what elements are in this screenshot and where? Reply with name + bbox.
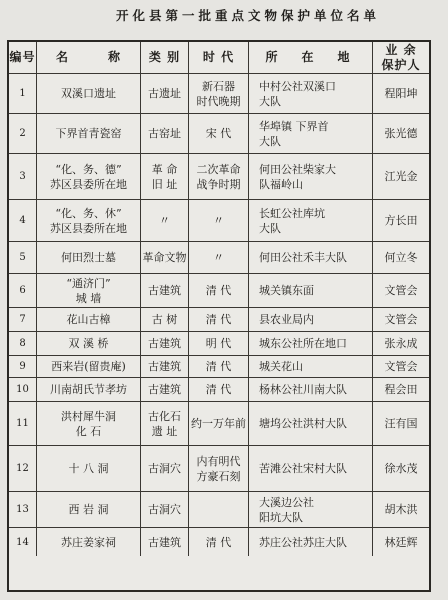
cell-number: 6 (9, 274, 37, 307)
cell-type: 古遗址 (141, 74, 189, 113)
heritage-table (7, 40, 431, 592)
cell-era: 〃 (189, 242, 249, 273)
cell-keeper: 徐水茂 (384, 462, 418, 475)
header-location: 所 在 地 (249, 42, 373, 73)
cell-era: 二次革命 战争时期 (189, 154, 249, 199)
cell-number: 8 (9, 332, 37, 355)
header-era: 时 代 (189, 42, 249, 73)
cell-type: 〃 (141, 200, 189, 241)
cell-era: 约一万年前 (189, 402, 249, 445)
cell-type: 革命文物 (141, 242, 189, 273)
cell-type: 古洞穴 (141, 446, 189, 491)
cell-name: 川南胡氏节孝坊 (37, 378, 141, 401)
table-row (9, 242, 429, 274)
cell-name: 双 溪 桥 (37, 332, 141, 355)
table-row (9, 308, 429, 332)
cell-number: 11 (9, 402, 37, 445)
cell-type: 古洞穴 (141, 492, 189, 527)
cell-name: 苏庄姜家祠 (37, 528, 141, 556)
cell-location: 华埠镇 下界首 大队 (249, 114, 373, 153)
table-row (9, 200, 429, 242)
cell-name: 花山古樟 (37, 308, 141, 331)
cell-keeper: 文管会 (384, 284, 418, 297)
cell-keeper: 汪有国 (384, 417, 418, 430)
table-row (9, 74, 429, 114)
cell-location: 城东公社所在地口 (249, 332, 373, 355)
cell-location: 何田公社柴家大 队福岭山 (249, 154, 373, 199)
table-row (9, 492, 429, 528)
table-row (9, 378, 429, 402)
cell-number: 10 (9, 378, 37, 401)
cell-number: 2 (9, 114, 37, 153)
cell-era: 清 代 (189, 274, 249, 307)
cell-type: 古建筑 (141, 332, 189, 355)
table-row (9, 274, 429, 308)
cell-keeper: 程会田 (384, 383, 418, 396)
cell-era: 清 代 (189, 356, 249, 377)
document-title: 开化县第一批重点文物保护单位名单 (115, 8, 380, 23)
header-keeper: 业 余 保护人 (381, 42, 421, 72)
cell-era: 明 代 (189, 332, 249, 355)
cell-type: 古化石 遗 址 (141, 402, 189, 445)
cell-era: 清 代 (189, 378, 249, 401)
header-type: 类 别 (141, 42, 189, 73)
cell-name: 西 岩 洞 (37, 492, 141, 527)
cell-keeper: 文管会 (384, 360, 418, 373)
table-row (9, 446, 429, 492)
cell-name: “通济门” 城 墙 (37, 274, 141, 307)
cell-type: 革 命 旧 址 (141, 154, 189, 199)
cell-keeper: 张光德 (384, 127, 418, 140)
header-number: 编号 (9, 42, 37, 73)
cell-era: 清 代 (189, 528, 249, 556)
cell-keeper: 江光金 (384, 170, 418, 183)
cell-number: 3 (9, 154, 37, 199)
cell-number: 9 (9, 356, 37, 377)
cell-era: 宋 代 (189, 114, 249, 153)
cell-number: 13 (9, 492, 37, 527)
cell-location: 城关花山 (249, 356, 373, 377)
cell-name: “化、务、德” 苏区县委所在地 (37, 154, 141, 199)
table-row (9, 528, 429, 556)
cell-type: 古建筑 (141, 528, 189, 556)
cell-era: 内有明代 方豪石刻 (189, 446, 249, 491)
table-row (9, 154, 429, 200)
cell-number: 1 (9, 74, 37, 113)
cell-keeper: 林廷辉 (384, 535, 418, 549)
cell-name: 双溪口遗址 (37, 74, 141, 113)
cell-location: 何田公社禾丰大队 (249, 242, 373, 273)
cell-type: 古 树 (141, 308, 189, 331)
table-row (9, 402, 429, 446)
cell-number: 4 (9, 200, 37, 241)
cell-name: “化、务、休” 苏区县委所在地 (37, 200, 141, 241)
table-row (9, 114, 429, 154)
cell-era: 新石器 时代晚期 (189, 74, 249, 113)
table-row (9, 332, 429, 356)
cell-keeper: 张永成 (384, 337, 418, 350)
cell-type: 古建筑 (141, 356, 189, 377)
cell-location: 县农业局内 (249, 308, 373, 331)
cell-keeper: 文管会 (384, 313, 418, 326)
cell-type: 古窑址 (141, 114, 189, 153)
cell-keeper: 程阳坤 (384, 87, 418, 100)
cell-name: 十 八 洞 (37, 446, 141, 491)
cell-era (189, 492, 249, 527)
header-name: 名 称 (37, 42, 141, 73)
cell-keeper: 方长田 (384, 214, 418, 227)
cell-location: 城关镇东面 (249, 274, 373, 307)
cell-number: 7 (9, 308, 37, 331)
cell-keeper: 胡木洪 (384, 503, 418, 516)
table-header-row (9, 42, 429, 74)
cell-number: 12 (9, 446, 37, 491)
cell-location: 大溪边公社 阳坑大队 (249, 492, 373, 527)
cell-location: 长虹公社库坑 大队 (249, 200, 373, 241)
cell-type: 古建筑 (141, 378, 189, 401)
cell-location: 苏庄公社苏庄大队 (249, 528, 373, 556)
cell-type: 古建筑 (141, 274, 189, 307)
cell-name: 洪村犀牛洞 化 石 (37, 402, 141, 445)
cell-name: 西来岩(留贵庵) (37, 356, 141, 377)
cell-era: 清 代 (189, 308, 249, 331)
cell-location: 苦滩公社宋村大队 (249, 446, 373, 491)
cell-keeper: 何立冬 (384, 251, 418, 264)
cell-name: 下界首青瓷窑 (37, 114, 141, 153)
cell-location: 塘坞公社洪村大队 (249, 402, 373, 445)
cell-name: 何田烈士墓 (37, 242, 141, 273)
cell-number: 14 (9, 528, 37, 556)
cell-number: 5 (9, 242, 37, 273)
cell-location: 中村公社双溪口 大队 (249, 74, 373, 113)
cell-era: 〃 (189, 200, 249, 241)
cell-location: 杨林公社川南大队 (249, 378, 373, 401)
table-row (9, 356, 429, 378)
